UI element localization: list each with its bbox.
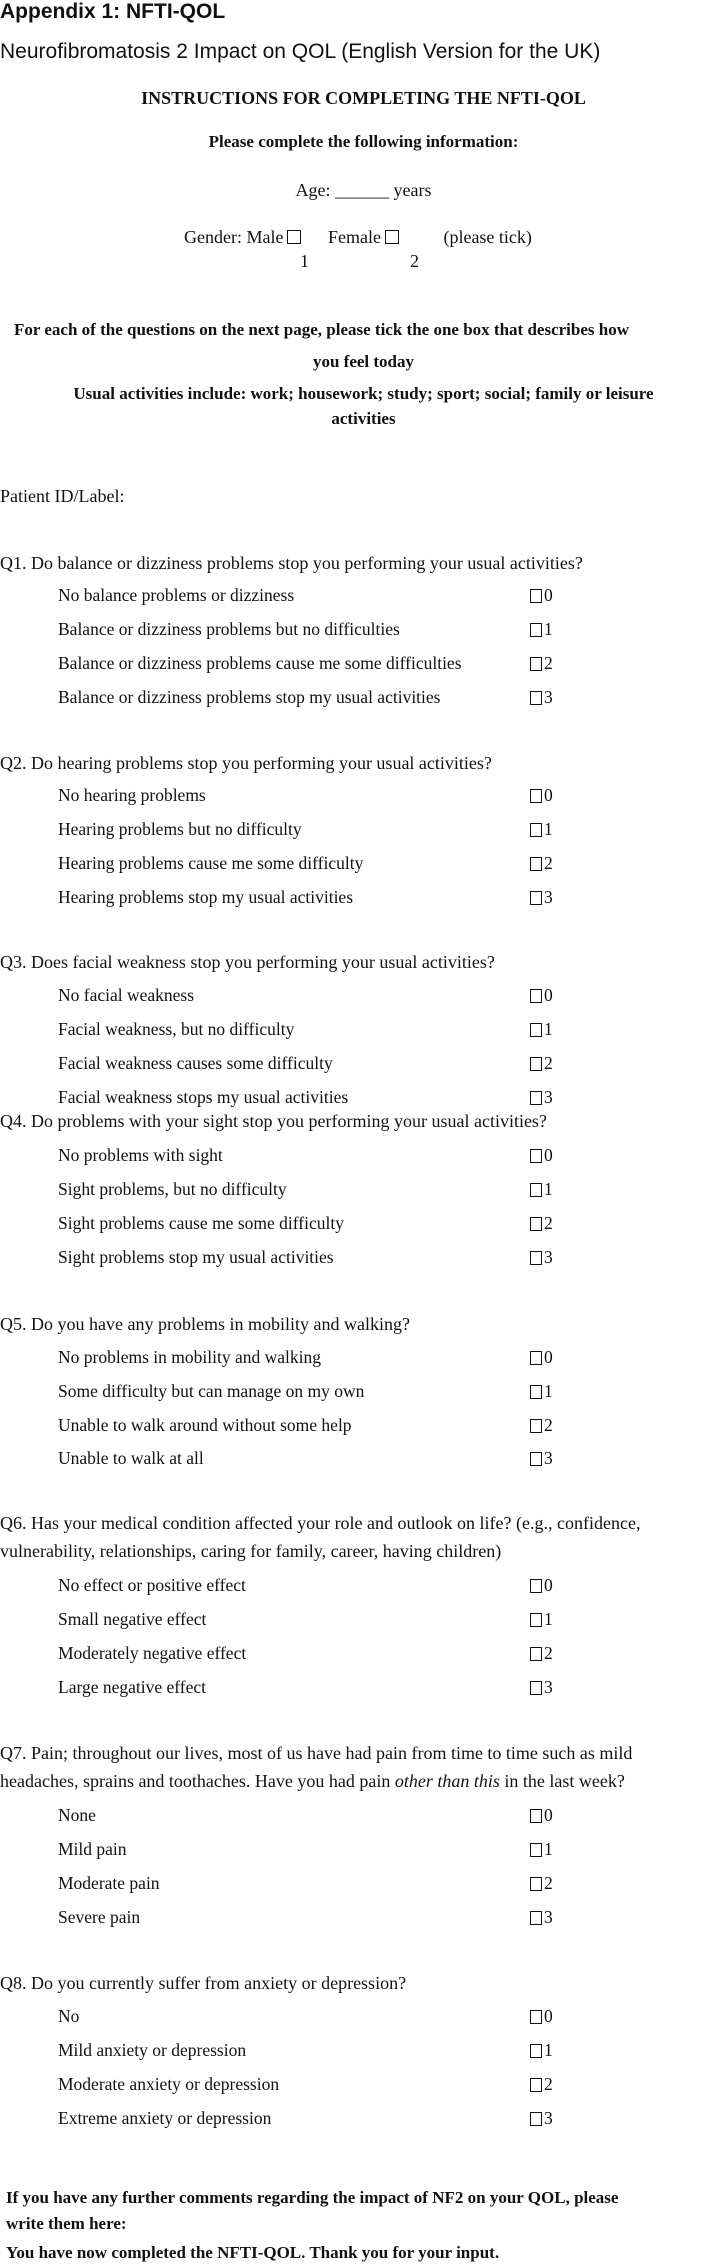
q5-option-1-label: Some difficulty but can manage on my own — [58, 1381, 365, 1401]
q3-option-0-code: 0 — [544, 985, 553, 1005]
q4-option-1-code: 1 — [544, 1179, 553, 1199]
q5-option-3-label: Unable to walk at all — [58, 1448, 204, 1468]
question-7-text: Q7. Pain; throughout our lives, most of us have had pain from time to time such as mild — [0, 1743, 633, 1763]
final-comments-line-2: write them here: — [6, 2214, 127, 2233]
q8-option-3-code: 3 — [544, 2108, 553, 2128]
q2-option-2-checkbox[interactable] — [530, 857, 542, 871]
final-comments-line-1: If you have any further comments regarding the impact of NF2 on your QOL, please — [6, 2188, 619, 2207]
tick-instruction-line-2: you feel today — [312, 352, 415, 371]
q5-option-2-checkbox[interactable] — [530, 1419, 542, 1433]
q1-option-2-label: Balance or dizziness problems cause me some difficulties — [58, 653, 462, 673]
q2-option-1-label: Hearing problems but no difficulty — [58, 819, 302, 839]
q2-option-0-checkbox[interactable] — [530, 789, 542, 803]
q7-option-3-label: Severe pain — [58, 1907, 141, 1927]
q3-option-1-label: Facial weakness, but no difficulty — [58, 1019, 295, 1039]
q6-option-2-code: 2 — [544, 1643, 553, 1663]
q7-option-2-checkbox[interactable] — [530, 1877, 542, 1891]
q4-option-2-code: 2 — [544, 1213, 553, 1233]
q1-option-1-label: Balance or dizziness problems but no difficulties — [58, 619, 400, 639]
appendix-title: Appendix 1: NFTI-QOL — [0, 0, 226, 23]
document-subtitle: Neurofibromatosis 2 Impact on QOL (English Version for the UK) — [0, 40, 601, 63]
q1-option-2-code: 2 — [544, 653, 553, 673]
q6-option-3-label: Large negative effect — [58, 1677, 207, 1697]
q5-option-3-code: 3 — [544, 1448, 553, 1468]
usual-activities-line-1: Usual activities include: work; housework; study; sport; social; family or leisure — [73, 384, 654, 403]
q5-option-3-checkbox[interactable] — [530, 1452, 542, 1466]
q2-option-0-label: No hearing problems — [58, 785, 206, 805]
q8-option-2-code: 2 — [544, 2074, 553, 2094]
q3-option-1-code: 1 — [544, 1019, 553, 1039]
q8-option-0-code: 0 — [544, 2006, 553, 2026]
q6-option-0-checkbox[interactable] — [530, 1579, 542, 1593]
question-2-text: Q2. Do hearing problems stop you performing your usual activities? — [0, 753, 492, 773]
age-field[interactable]: Age: ______ years — [295, 180, 432, 200]
question-5-text: Q5. Do you have any problems in mobility and walking? — [0, 1314, 410, 1334]
q8-option-0-label: No — [58, 2006, 80, 2026]
q4-option-3-label: Sight problems stop my usual activities — [58, 1247, 334, 1267]
q6-option-1-checkbox[interactable] — [530, 1613, 542, 1627]
question-1-text: Q1. Do balance or dizziness problems stop you performing your usual activities? — [0, 553, 583, 573]
q7-option-3-code: 3 — [544, 1907, 553, 1927]
q4-option-1-checkbox[interactable] — [530, 1183, 542, 1197]
question-7-text: headaches, sprains and toothaches. Have you had pain other than this in the last week? — [0, 1771, 625, 1791]
q4-option-0-checkbox[interactable] — [530, 1149, 542, 1163]
female-checkbox[interactable] — [385, 230, 399, 244]
q2-option-2-label: Hearing problems cause me some difficulty — [58, 853, 364, 873]
q8-option-2-label: Moderate anxiety or depression — [58, 2074, 280, 2094]
q3-option-0-label: No facial weakness — [58, 985, 195, 1005]
q7-option-0-label: None — [58, 1805, 96, 1825]
q1-option-1-code: 1 — [544, 619, 553, 639]
q2-option-1-checkbox[interactable] — [530, 823, 542, 837]
q5-option-2-code: 2 — [544, 1415, 553, 1435]
male-code: 1 — [300, 251, 309, 271]
female-code: 2 — [410, 251, 419, 271]
q7-option-0-checkbox[interactable] — [530, 1809, 542, 1823]
q2-option-3-checkbox[interactable] — [530, 891, 542, 905]
usual-activities-line-2: activities — [331, 409, 396, 428]
q6-option-1-code: 1 — [544, 1609, 553, 1629]
q6-option-2-checkbox[interactable] — [530, 1647, 542, 1661]
q3-option-2-label: Facial weakness causes some difficulty — [58, 1053, 333, 1073]
q2-option-3-code: 3 — [544, 887, 553, 907]
q1-option-0-code: 0 — [544, 585, 553, 605]
q4-option-0-code: 0 — [544, 1145, 553, 1165]
q1-option-3-label: Balance or dizziness problems stop my usual activities — [58, 687, 441, 707]
q5-option-2-label: Unable to walk around without some help — [58, 1415, 352, 1435]
q8-option-3-checkbox[interactable] — [530, 2112, 542, 2126]
q6-option-3-code: 3 — [544, 1677, 553, 1697]
gender-male-label: Gender: Male — [184, 227, 284, 247]
question-6-text: Q6. Has your medical condition affected your role and outlook on life? (e.g., confidence, — [0, 1513, 641, 1533]
completion-message: You have now completed the NFTI-QOL. Thank you for your input. — [6, 2243, 500, 2262]
question-4-text: Q4. Do problems with your sight stop you performing your usual activities? — [0, 1111, 547, 1131]
q5-option-0-code: 0 — [544, 1347, 553, 1367]
question-3-text: Q3. Does facial weakness stop you performing your usual activities? — [0, 952, 495, 972]
q3-option-0-checkbox[interactable] — [530, 989, 542, 1003]
q8-option-0-checkbox[interactable] — [530, 2010, 542, 2024]
q1-option-3-code: 3 — [544, 687, 553, 707]
q8-option-1-label: Mild anxiety or depression — [58, 2040, 247, 2060]
q7-option-1-label: Mild pain — [58, 1839, 127, 1859]
q8-option-3-label: Extreme anxiety or depression — [58, 2108, 272, 2128]
q3-option-3-checkbox[interactable] — [530, 1091, 542, 1105]
q5-option-1-code: 1 — [544, 1381, 553, 1401]
q3-option-2-code: 2 — [544, 1053, 553, 1073]
q6-option-0-code: 0 — [544, 1575, 553, 1595]
q7-option-2-code: 2 — [544, 1873, 553, 1893]
instructions-heading: INSTRUCTIONS FOR COMPLETING THE NFTI-QOL — [141, 88, 586, 108]
q5-option-1-checkbox[interactable] — [530, 1385, 542, 1399]
q3-option-2-checkbox[interactable] — [530, 1057, 542, 1071]
q5-option-0-label: No problems in mobility and walking — [58, 1347, 321, 1367]
q1-option-0-checkbox[interactable] — [530, 589, 542, 603]
question-6-text: vulnerability, relationships, caring for family, career, having children) — [0, 1541, 502, 1561]
q4-option-1-label: Sight problems, but no difficulty — [58, 1179, 287, 1199]
q7-option-3-checkbox[interactable] — [530, 1911, 542, 1925]
q4-option-2-label: Sight problems cause me some difficulty — [58, 1213, 344, 1233]
q2-option-2-code: 2 — [544, 853, 553, 873]
q7-option-2-label: Moderate pain — [58, 1873, 160, 1893]
q4-option-3-code: 3 — [544, 1247, 553, 1267]
q6-option-0-label: No effect or positive effect — [58, 1575, 246, 1595]
q1-option-2-checkbox[interactable] — [530, 657, 542, 671]
q3-option-3-code: 3 — [544, 1087, 553, 1107]
q1-option-1-checkbox[interactable] — [530, 623, 542, 637]
gender-female-label: Female — [327, 227, 381, 247]
q8-option-2-checkbox[interactable] — [530, 2078, 542, 2092]
q7-option-0-code: 0 — [544, 1805, 553, 1825]
q2-option-3-label: Hearing problems stop my usual activities — [58, 887, 354, 907]
q3-option-3-label: Facial weakness stops my usual activities — [58, 1087, 349, 1107]
q4-option-3-checkbox[interactable] — [530, 1251, 542, 1265]
q6-option-3-checkbox[interactable] — [530, 1681, 542, 1695]
info-heading: Please complete the following information: — [208, 132, 519, 151]
q2-option-1-code: 1 — [544, 819, 553, 839]
q7-option-1-code: 1 — [544, 1839, 553, 1859]
tick-instruction-line-1: For each of the questions on the next page, please tick the one box that describes how — [14, 320, 629, 339]
q1-option-0-label: No balance problems or dizziness — [58, 585, 295, 605]
q6-option-1-label: Small negative effect — [58, 1609, 207, 1629]
male-checkbox[interactable] — [287, 230, 301, 244]
q2-option-0-code: 0 — [544, 785, 553, 805]
q3-option-1-checkbox[interactable] — [530, 1023, 542, 1037]
question-8-text: Q8. Do you currently suffer from anxiety or depression? — [0, 1973, 407, 1993]
q7-option-1-checkbox[interactable] — [530, 1843, 542, 1857]
q6-option-2-label: Moderately negative effect — [58, 1643, 247, 1663]
q8-option-1-checkbox[interactable] — [530, 2044, 542, 2058]
q5-option-0-checkbox[interactable] — [530, 1351, 542, 1365]
q1-option-3-checkbox[interactable] — [530, 691, 542, 705]
q4-option-0-label: No problems with sight — [58, 1145, 223, 1165]
please-tick-hint: (please tick) — [443, 227, 532, 247]
patient-id-label: Patient ID/Label: — [0, 486, 125, 506]
gender-row — [184, 227, 532, 248]
q8-option-1-code: 1 — [544, 2040, 553, 2060]
q4-option-2-checkbox[interactable] — [530, 1217, 542, 1231]
